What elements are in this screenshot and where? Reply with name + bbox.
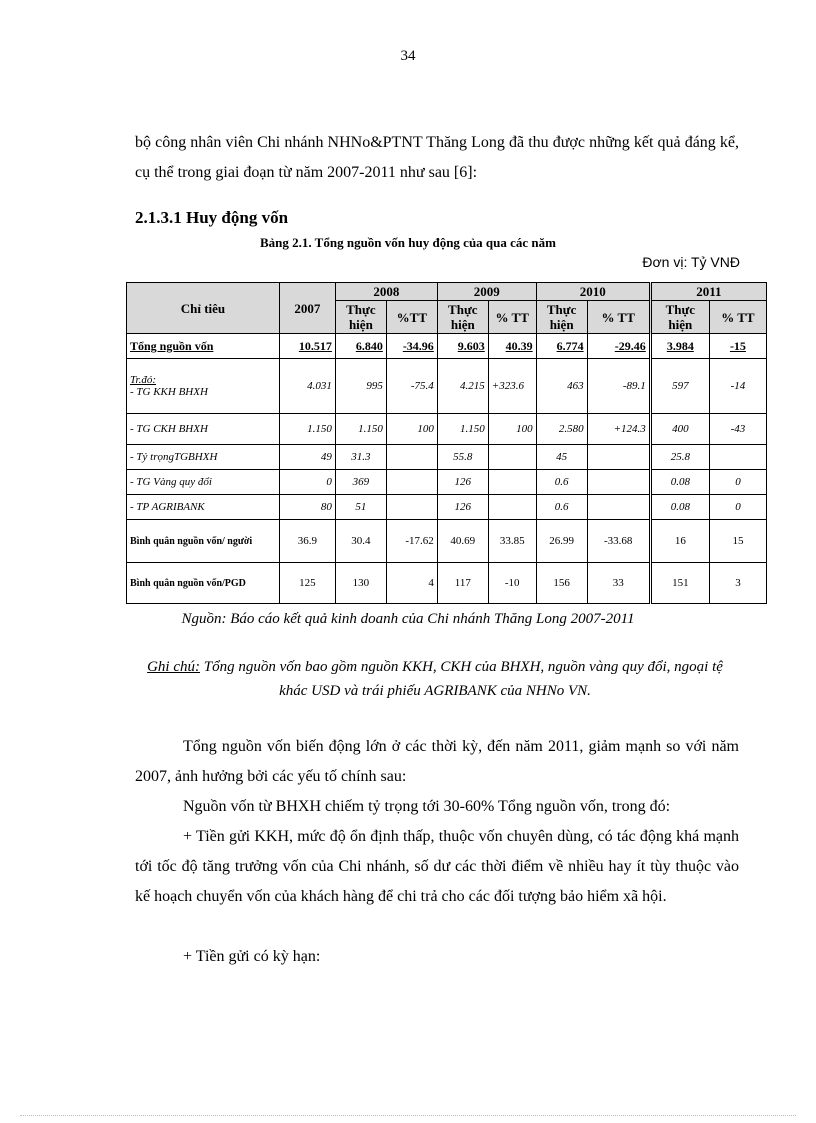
table-row bbox=[127, 495, 767, 520]
cell bbox=[386, 470, 437, 495]
cell: -15 bbox=[709, 334, 766, 359]
cell: 130 bbox=[335, 563, 386, 604]
cell: 1.150 bbox=[335, 414, 386, 445]
cell: 3.984 bbox=[650, 334, 709, 359]
subheader-actual: Thực hiện bbox=[536, 301, 587, 334]
cell bbox=[709, 445, 766, 470]
table-header-row bbox=[127, 283, 767, 301]
cell: -75.4 bbox=[386, 359, 437, 414]
cell bbox=[587, 495, 650, 520]
intro-paragraph: bộ công nhân viên Chi nhánh NHNo&PTNT Thăng Long đã thu được những kết quả đáng kể, cụ thể trong giai đoạn từ năm 2007-2011 như sau [6]: bbox=[135, 134, 739, 181]
cell bbox=[488, 495, 536, 520]
row-label-prefix: Tr.đó: bbox=[130, 374, 156, 386]
cell: 125 bbox=[279, 563, 335, 604]
header-2010: 2010 bbox=[536, 283, 650, 301]
cell: 40.39 bbox=[488, 334, 536, 359]
cell: 0 bbox=[709, 470, 766, 495]
header-indicator: Chỉ tiêu bbox=[127, 283, 280, 334]
row-label: Bình quân nguồn vốn/ người bbox=[127, 520, 280, 563]
cell bbox=[488, 470, 536, 495]
row-label: - Tỷ trọngTGBHXH bbox=[127, 445, 280, 470]
cell: -33.68 bbox=[587, 520, 650, 563]
subheader-actual: Thực hiện bbox=[650, 301, 709, 334]
cell: -89.1 bbox=[587, 359, 650, 414]
body-paragraph-3: + Tiền gửi KKH, mức độ ổn định thấp, thuộc vốn chuyên dùng, có tác động khá mạnh tới tốc độ tăng trưởng vốn của Chi nhánh, số dư các thời điểm về nhiều hay ít tùy thuộc vào kế hoạch chuyển vốn của khách hàng để chi trả cho các đối tượng bảo hiểm xã hội. bbox=[135, 828, 739, 905]
cell: 80 bbox=[279, 495, 335, 520]
cell bbox=[488, 445, 536, 470]
cell: 33.85 bbox=[488, 520, 536, 563]
subheader-pct: %TT bbox=[386, 301, 437, 334]
body-paragraph-4: + Tiền gửi có kỳ hạn: bbox=[183, 948, 321, 965]
cell: 0 bbox=[709, 495, 766, 520]
cell: 463 bbox=[536, 359, 587, 414]
row-label: - TG CKH BHXH bbox=[127, 414, 280, 445]
subheader-actual: Thực hiện bbox=[335, 301, 386, 334]
section-heading: 2.1.3.1 Huy động vốn bbox=[135, 208, 289, 227]
subheader-actual: Thực hiện bbox=[437, 301, 488, 334]
cell: 151 bbox=[650, 563, 709, 604]
cell: 45 bbox=[536, 445, 587, 470]
cell: 0 bbox=[279, 470, 335, 495]
table-row bbox=[127, 414, 767, 445]
cell: 4 bbox=[386, 563, 437, 604]
cell: 30.4 bbox=[335, 520, 386, 563]
cell: 25.8 bbox=[650, 445, 709, 470]
row-label: - TP AGRIBANK bbox=[127, 495, 280, 520]
table-note bbox=[135, 655, 735, 703]
cell: 0.6 bbox=[536, 495, 587, 520]
cell: 126 bbox=[437, 495, 488, 520]
header-2011: 2011 bbox=[650, 283, 766, 301]
table-row bbox=[127, 445, 767, 470]
cell bbox=[386, 445, 437, 470]
table-source: Nguồn: Báo cáo kết quả kinh doanh của Chi nhánh Thăng Long 2007-2011 bbox=[181, 611, 635, 627]
cell: 0.6 bbox=[536, 470, 587, 495]
cell: -29.46 bbox=[587, 334, 650, 359]
table-row bbox=[127, 520, 767, 563]
table-row bbox=[127, 359, 767, 414]
cell: +323.6 bbox=[488, 359, 536, 414]
cell: -34.96 bbox=[386, 334, 437, 359]
cell: +124.3 bbox=[587, 414, 650, 445]
cell: 156 bbox=[536, 563, 587, 604]
cell: 126 bbox=[437, 470, 488, 495]
cell: 15 bbox=[709, 520, 766, 563]
table-row bbox=[127, 470, 767, 495]
cell: -14 bbox=[709, 359, 766, 414]
subheader-pct: % TT bbox=[587, 301, 650, 334]
row-label: Bình quân nguồn vốn/PGD bbox=[127, 563, 280, 604]
cell: -17.62 bbox=[386, 520, 437, 563]
funding-table bbox=[126, 282, 767, 604]
cell: -10 bbox=[488, 563, 536, 604]
header-2007: 2007 bbox=[279, 283, 335, 334]
cell: 100 bbox=[386, 414, 437, 445]
row-label: - TG Vàng quy đổi bbox=[127, 470, 280, 495]
cell: 55.8 bbox=[437, 445, 488, 470]
body-paragraph-2: Nguồn vốn từ BHXH chiếm tỷ trọng tới 30-60% Tổng nguồn vốn, trong đó: bbox=[183, 798, 671, 815]
cell: 6.840 bbox=[335, 334, 386, 359]
row-label-text: - TG KKH BHXH bbox=[130, 386, 208, 398]
cell: 4.031 bbox=[279, 359, 335, 414]
cell: 0.08 bbox=[650, 470, 709, 495]
cell: 16 bbox=[650, 520, 709, 563]
cell: 1.150 bbox=[437, 414, 488, 445]
cell: 49 bbox=[279, 445, 335, 470]
row-label bbox=[127, 359, 280, 414]
cell: 9.603 bbox=[437, 334, 488, 359]
cell: 117 bbox=[437, 563, 488, 604]
note-text: Tổng nguồn vốn bao gồm nguồn KKH, CKH của BHXH, nguồn vàng quy đổi, ngoại tệ khác USD và trái phiếu AGRIBANK của NHNo VN. bbox=[200, 659, 723, 699]
footer-divider bbox=[20, 1115, 796, 1116]
cell: 26.99 bbox=[536, 520, 587, 563]
cell: 0.08 bbox=[650, 495, 709, 520]
cell: 33 bbox=[587, 563, 650, 604]
table-row bbox=[127, 563, 767, 604]
cell: 4.215 bbox=[437, 359, 488, 414]
cell: 995 bbox=[335, 359, 386, 414]
cell: 3 bbox=[709, 563, 766, 604]
cell: 400 bbox=[650, 414, 709, 445]
cell: 100 bbox=[488, 414, 536, 445]
table-caption: Bảng 2.1. Tổng nguồn vốn huy động của qua các năm bbox=[260, 235, 556, 250]
subheader-pct: % TT bbox=[488, 301, 536, 334]
cell: 1.150 bbox=[279, 414, 335, 445]
cell bbox=[587, 445, 650, 470]
cell: 6.774 bbox=[536, 334, 587, 359]
cell: 10.517 bbox=[279, 334, 335, 359]
cell bbox=[386, 495, 437, 520]
row-label: Tổng nguồn vốn bbox=[127, 334, 280, 359]
cell: 40.69 bbox=[437, 520, 488, 563]
note-label: Ghi chú: bbox=[147, 659, 200, 675]
body-paragraph-1: Tổng nguồn vốn biến động lớn ở các thời kỳ, đến năm 2011, giảm mạnh so với năm 2007, ảnh hưởng bởi các yếu tố chính sau: bbox=[135, 738, 739, 785]
unit-label: Đơn vị: Tỷ VNĐ bbox=[642, 254, 740, 270]
cell: 369 bbox=[335, 470, 386, 495]
cell: 597 bbox=[650, 359, 709, 414]
page-number: 34 bbox=[400, 48, 416, 64]
cell: 31.3 bbox=[335, 445, 386, 470]
cell: 36.9 bbox=[279, 520, 335, 563]
cell: 51 bbox=[335, 495, 386, 520]
cell: 2.580 bbox=[536, 414, 587, 445]
table-row bbox=[127, 334, 767, 359]
header-2009: 2009 bbox=[437, 283, 536, 301]
cell bbox=[587, 470, 650, 495]
header-2008: 2008 bbox=[335, 283, 437, 301]
cell: -43 bbox=[709, 414, 766, 445]
subheader-pct: % TT bbox=[709, 301, 766, 334]
